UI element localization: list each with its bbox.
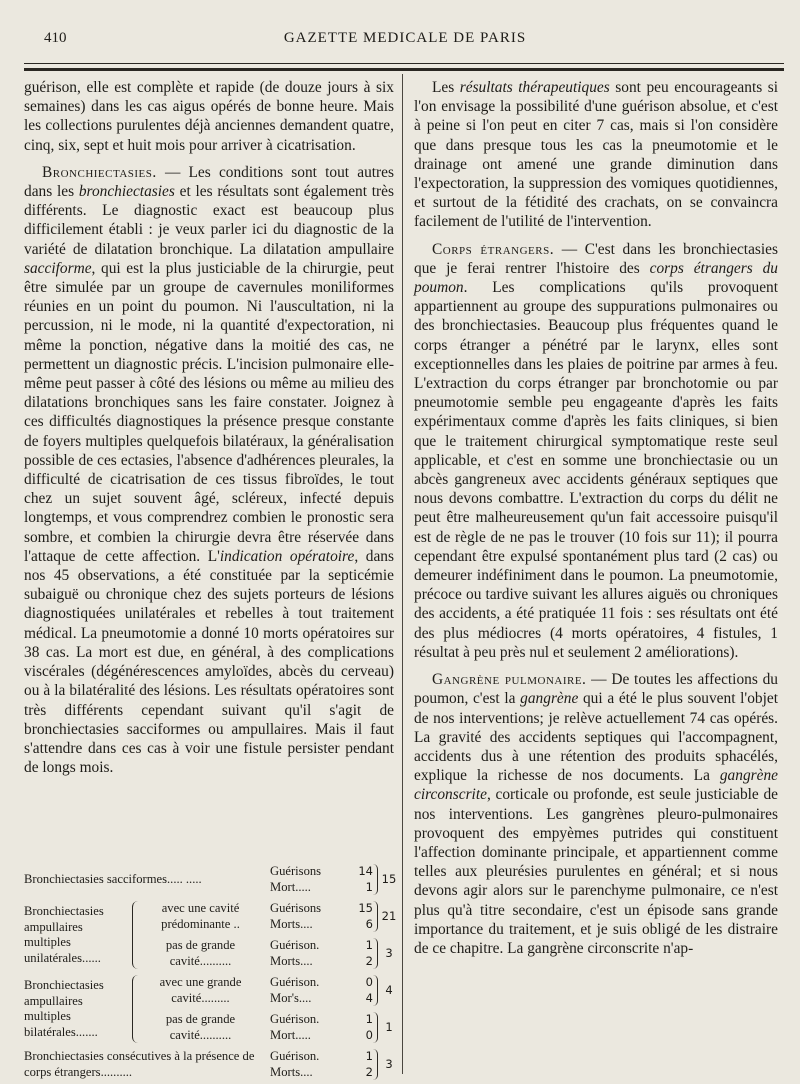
table-group xyxy=(24,901,400,969)
outcome-label: Guérisons xyxy=(270,864,322,878)
row-label: Bronchiectasies consécutives à la présence de corps étrangers.......... xyxy=(24,1049,255,1079)
outcome-label: Mor's.... xyxy=(270,990,312,1005)
section-heading-bronchiectasies: Bronchiectasies. xyxy=(42,163,157,181)
italic-run: bronchiectasies xyxy=(78,183,175,201)
outcome-label: Morts.... xyxy=(270,1064,313,1079)
outcome-count: 1 xyxy=(365,879,373,894)
group-outcomes xyxy=(264,901,400,969)
outcome-label: Guérison. xyxy=(270,975,320,989)
outcome-label: Guérison. xyxy=(270,1012,320,1026)
outcome-label: Guérisons xyxy=(270,901,322,915)
italic-run: gangrène xyxy=(520,690,579,708)
subgroup-label: pas de grande cavité.......... xyxy=(165,938,236,968)
paragraph-therapeutic-results xyxy=(414,78,778,232)
outcome-label: Mort..... xyxy=(270,1027,311,1042)
text-run: sont peu encourageants si l'on envisage la possibilité d'une guérison absolue, et c'est à peine si l'on peut en citer 7 cas, mais si l'on considère que dans presque tous les cas la pneumotomie et le drainage ont amené une grande diminution dans l'expectoration, la suppression des vomiques quotidiennes, et surtout de la fétidité des crachats, on se convaincra facilement de l'utilité de l'intervention. xyxy=(414,79,778,231)
outcome-count: 2 xyxy=(365,1064,373,1079)
outcomes xyxy=(264,864,373,895)
text-run: et les résultats sont également très différents. Le diagnostic exact est beaucoup plus difficilement établi : je veux parler ici du diagnostic de la variété de dilatation bronchique. La dilatation ampullaire xyxy=(24,183,394,258)
table-group xyxy=(24,975,400,1043)
paragraph-bronchiectasies xyxy=(24,163,394,778)
group-outcomes xyxy=(264,975,400,1043)
outcome-label: Morts.... xyxy=(270,916,313,931)
subgroups xyxy=(132,975,264,1043)
italic-run: résultats thérapeutiques xyxy=(459,79,610,96)
row-label: Bronchiectasies sacciformes..... ..... xyxy=(24,871,202,886)
left-column xyxy=(24,78,394,777)
table-row xyxy=(264,1012,400,1043)
italic-run: sacciforme xyxy=(24,259,92,277)
row-total: 4 xyxy=(385,982,393,997)
paragraph-foreign-bodies xyxy=(414,240,778,662)
text-run: . Les complications qu'ils provoquent appartiennent au groupe des suppurations pulmonaires ou des bronchiectasies. Beaucoup plus fréquentes quand le corps étranger a pénétré par le larynx, elles sont exceptionnelles dans les plaies de poitrine par armes à feu. L'extraction du corps étranger par bronchotomie ou par pneumotomie semble peu engageante d'après les faits expérimentaux comme d'après les faits cliniques, si bien que le traitement chirurgical symptomatique reste seul applicable, et c'est en somme une bronchiectasie ou un abcès gangreneux avec accidents généraux septiques que nous devons combattre. L'extraction du corps du délit ne peut être malheureusement qu'un fait accessoire puisqu'il est de règle de ne pas le trouver (10 fois sur 11); il pourra cependant être expulsé spontanément plus tard (2 cas) ou demeurer indéfiniment dans le poumon. La pneumotomie, précoce ou tardive suivant les allures aiguës ou chroniques des accidents, a été pratiquée 11 fois : ses résultats ont été des plus médiocres (4 morts opératoires, 4 fistules, 1 résultat à peu près nul et seulement 2 améliorations). xyxy=(414,279,778,661)
outcome-count: 0 xyxy=(365,975,373,989)
outcome-label: Guérison. xyxy=(270,938,320,952)
text-run: , corticale ou profonde, est seule justiciable de nos interventions. Les gangrènes pleuro-pulmonaires provoquent des empyèmes putrides qui constituent l'affection dominante principale, et appartiennent comme telles aux pleurésies purulentes en général; et si nous devons agir alors sur le parenchyme pulmonaire, ce n'est plus qu'à titre secondaire, c'est un épisode sans grande importance du traitement, et je suis obligé de les distraire de ce chapitre. La gangrène circonscrite n'ap- xyxy=(414,786,778,957)
group-label xyxy=(24,975,264,1043)
outcome-count: 2 xyxy=(365,953,373,968)
journal-title: GAZETTE MEDICALE DE PARIS xyxy=(283,30,527,46)
column-separator xyxy=(402,74,403,1074)
section-heading-gangrene: Gangrène pulmonaire. xyxy=(432,671,587,689)
outcome-count: 4 xyxy=(365,990,373,1005)
text-run: — De toutes les affections du poumon, c'est la xyxy=(414,671,778,708)
outcome-count: 0 xyxy=(365,1027,373,1042)
subgroup-label: pas de grande cavité.......... xyxy=(165,1012,236,1042)
text-run: qui a été le plus souvent l'objet de nos interventions; je relève actuellement 74 cas opérés. La gravité des accidents septiques qui l'accompagnent, accidents dus à une rétention des produits sphacélés, explique la richesse de nos documents. La xyxy=(414,690,778,785)
table-row xyxy=(24,1049,400,1080)
outcome-label: Guérison. xyxy=(270,1049,320,1063)
italic-run: corps étrangers du poumon xyxy=(414,259,778,297)
outcome-count: 14 xyxy=(358,864,373,878)
outcomes xyxy=(264,1049,373,1080)
row-total: 3 xyxy=(385,945,393,960)
outcome-count: 15 xyxy=(358,901,373,915)
text-run: Les xyxy=(432,79,460,96)
page-number: 410 xyxy=(44,30,67,46)
italic-run: indication opératoire xyxy=(219,547,355,565)
paragraph-abscess-end: guérison, elle est complète et rapide (de douze jours à six semaines) dans les cas aigus opérés de bonne heure. Mais les collections purulentes déjà anciennes demandent quatre, cinq, six, sept et huit mois pour arriver à cicatrisation. xyxy=(24,79,394,154)
outcome-count: 1 xyxy=(365,1049,373,1063)
header-rule-thin xyxy=(24,63,784,64)
text-run: — C'est dans les bronchiectasies que je ferai rentrer l'histoire des xyxy=(414,240,778,277)
subgroup-label: avec une cavité prédominante .. xyxy=(161,901,240,931)
outcome-count: 1 xyxy=(365,1012,373,1026)
group-name: Bronchiectasies ampullaires multiples unilatérales...... xyxy=(24,904,104,965)
outcome-count: 6 xyxy=(365,916,373,931)
results-table xyxy=(24,864,400,1080)
outcome-label: Morts.... xyxy=(270,953,313,968)
right-column xyxy=(414,78,778,958)
group-name: Bronchiectasies ampullaires multiples bilatérales....... xyxy=(24,978,104,1039)
group-label xyxy=(24,901,264,969)
subgroup-label: avec une grande cavité......... xyxy=(159,975,242,1005)
outcome-label: Mort..... xyxy=(270,879,311,894)
section-heading-foreign-bodies: Corps étrangers. xyxy=(432,240,555,258)
row-total: 1 xyxy=(385,1019,393,1034)
table-row xyxy=(264,938,400,969)
row-total: 15 xyxy=(381,871,397,886)
table-row xyxy=(24,864,400,895)
page-header xyxy=(30,26,780,48)
paragraph-gangrene xyxy=(414,670,778,958)
row-total: 3 xyxy=(385,1056,393,1071)
italic-run: gangrène circonscrite xyxy=(414,767,778,804)
row-total: 21 xyxy=(381,908,397,923)
text-run: — Les conditions sont tout autres dans les xyxy=(24,163,394,201)
text-run: , dans nos 45 observations, a été constituée par la septicémie subaiguë ou chronique chez des sujets porteurs de lésions diagnostiquées unilatérales et rebelles à tout traitement médical. La pneumotomie a donné 10 morts opératoires sur 38 cas. La mort est due, en général, à des complications viscérales (dégénérescences amyloïdes, abcès du cerveau) ou à la bilatéralité des lésions. Les résultats opératoires sont très différents cependant suivant qu'il s'agit de bronchiectasies sacciformes ou ampullaires. Mais il faut s'attendre dans ces cas à voir une fistule persister pendant de longs mois. xyxy=(24,547,394,777)
outcome-count: 1 xyxy=(365,938,373,952)
text-run: , qui est la plus justiciable de la chirurgie, peut être simulée par un groupe de cavernules moniliformes réunies en un point du poumon. Ni l'auscultation, ni la percussion, ni le mode, ni la quantité d'expectoration, ni même la ponction, négative dans la moitié des cas, ne permettent un diagnostic précis. L'incision pulmonaire elle-même peut passer à côté des lésions ou même au milieu des dilatations bronchiques sans les faire constater. Joignez à ces difficultés diagnostiques la présence presque constante de foyers multiples quelquefois bilatéraux, la généralisation possible de ces ectasies, l'absence d'adhérences pleurales, la difficulté de cicatrisation de ces tissus fibroïdes, le tout chez un sujet souvent âgé, scléreux, infecté depuis longtemps, et vous comprendrez combien le pronostic sera sombre, et combien la chirurgie devra être réservée dans l'attaque de cette affection. L' xyxy=(24,259,394,565)
subgroups xyxy=(132,901,264,969)
table-row xyxy=(264,975,400,1006)
header-rule-thick xyxy=(24,68,784,71)
table-row xyxy=(264,901,400,932)
